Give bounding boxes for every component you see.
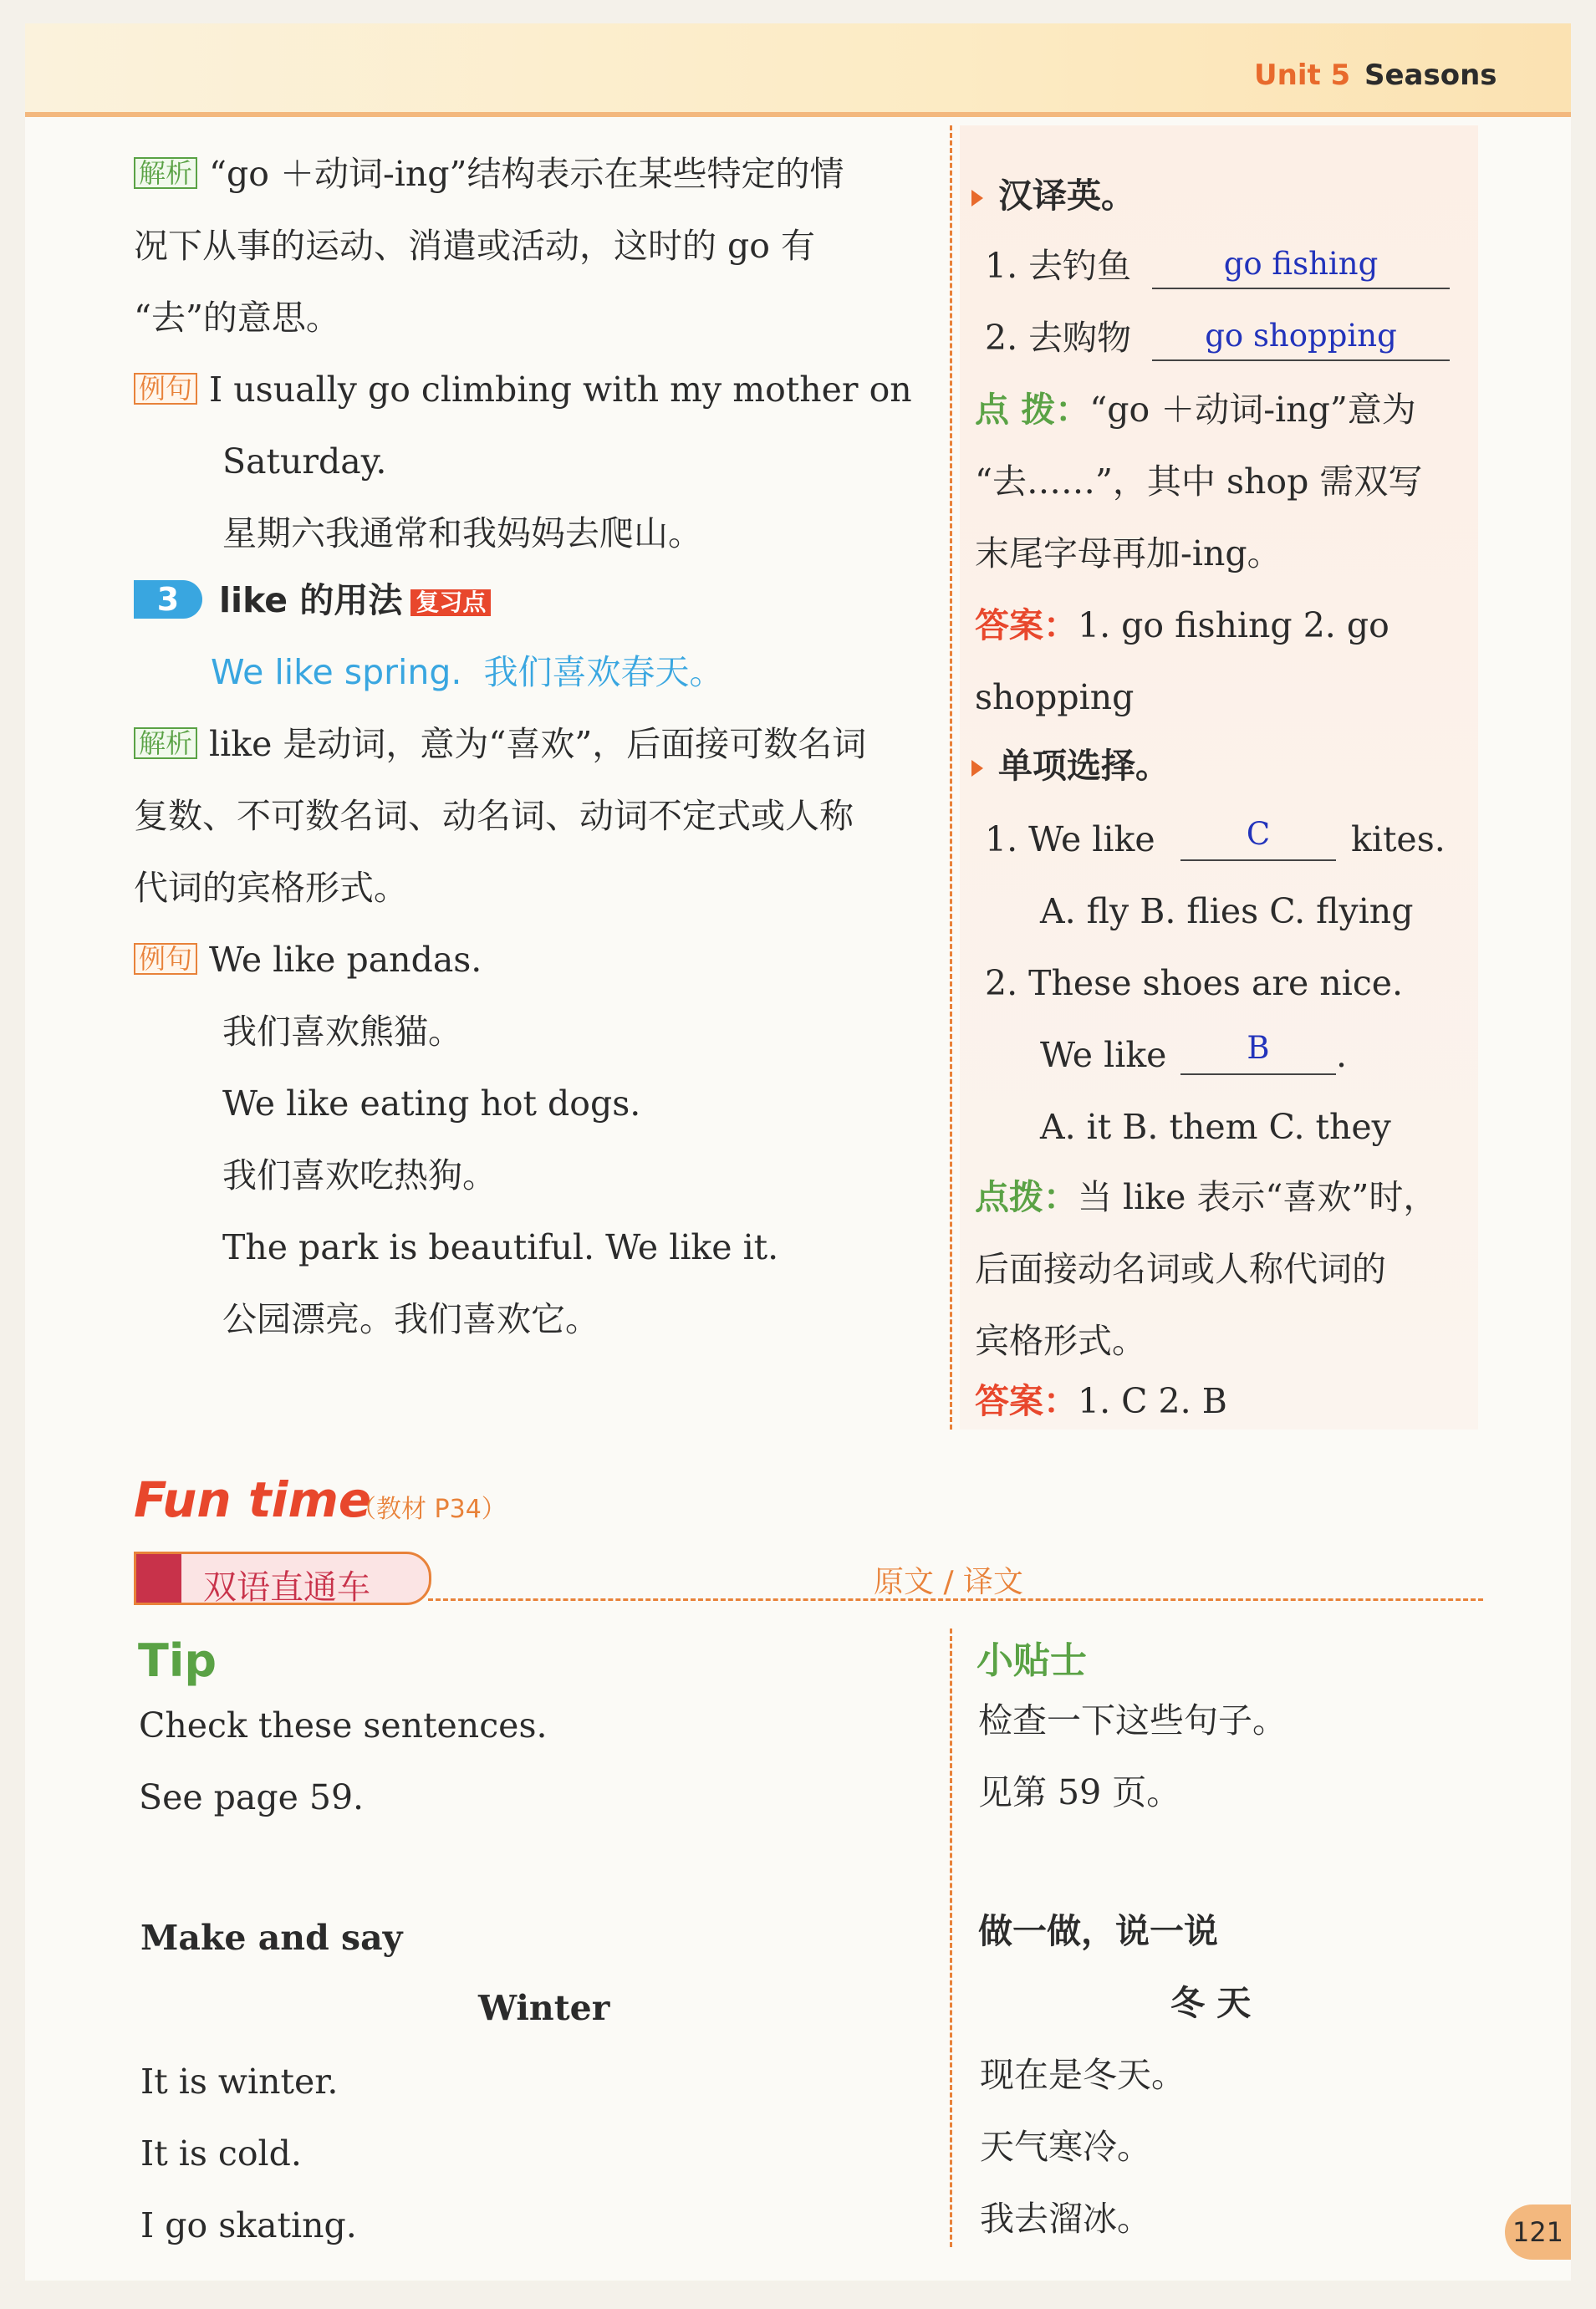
unit-label: Unit 5 (1254, 59, 1351, 92)
analysis-tag: 解析 (134, 727, 197, 759)
tip-line: Check these sentences. (139, 1705, 548, 1746)
winter-cn-line: 天气寒冷。 (980, 2127, 1151, 2167)
answer-1-line-2: shopping (975, 677, 1135, 717)
winter-line: It is winter. (140, 2062, 339, 2102)
analysis-2-line-3: 代词的宾格形式。 (134, 868, 408, 908)
example-tag: 例句 (134, 373, 197, 405)
example-2-line: We like eating hot dogs. (222, 1083, 641, 1124)
example-2-line: The park is beautiful. We like it. (222, 1227, 779, 1267)
original-translation-label: 原文 / 译文 (874, 1565, 1024, 1599)
triangle-bullet-icon (971, 760, 983, 777)
example-1-line-2: Saturday. (222, 441, 387, 482)
winter-title: Winter (478, 1988, 610, 2028)
textbook-page-ref: （教材 P34） (351, 1495, 507, 1524)
mc2-options: A. it B. them C. they (1040, 1107, 1391, 1147)
make-and-say-title: Make and say (140, 1918, 403, 1958)
tip-line: See page 59. (139, 1777, 365, 1817)
analysis-para-1: 解析 “go ＋动词-ing”结构表示在某些特定的情 (134, 157, 844, 191)
winter-line: It is cold. (140, 2133, 302, 2174)
mc2-answer-line (1180, 1073, 1336, 1075)
bilingual-bar-label: 双语直通车 (203, 1568, 370, 1607)
analysis-line-3: “去”的意思。 (134, 298, 340, 338)
analysis-2-line-2: 复数、不可数名词、动名词、动词不定式或人称 (134, 796, 854, 836)
winter-cn-title: 冬 天 (1170, 1983, 1252, 2023)
mc1-stem-b: kites. (1351, 819, 1446, 859)
make-and-say-cn-title: 做一做，说一说 (978, 1911, 1218, 1951)
tip-cn-line: 检查一下这些句子。 (978, 1700, 1287, 1741)
example-2-line: 我们喜欢吃热狗。 (222, 1155, 497, 1195)
mc2-answer: B (1247, 1030, 1270, 1066)
winter-cn-line: 现在是冬天。 (980, 2055, 1186, 2095)
hint-1: 点 拨：“go ＋动词-ing”意为 (975, 390, 1416, 430)
q1-answer: go fishing (1223, 246, 1379, 282)
hint-1-line-2: “去……”，其中 shop 需双写 (975, 461, 1423, 502)
triangle-bullet-icon (971, 190, 983, 206)
tip-title: Tip (138, 1634, 217, 1687)
section-number-badge: 3 (134, 580, 202, 619)
q2-label: 2. 去购物 (985, 318, 1132, 358)
tip-cn-line: 见第 59 页。 (978, 1772, 1181, 1812)
bilingual-bar (134, 1552, 431, 1605)
review-badge: 复习点 (410, 589, 491, 616)
hint-2: 点拨：当 like 表示“喜欢”时， (975, 1177, 1438, 1217)
analysis-line-2: 况下从事的运动、消遣或活动，这时的 go 有 (134, 226, 815, 266)
example-tag: 例句 (134, 943, 197, 975)
tip-cn-title: 小贴士 (976, 1639, 1087, 1682)
analysis-para-2: 解析 like 是动词，意为“喜欢”，后面接可数名词 (134, 727, 866, 762)
mc2-stem-1: 2. These shoes are nice. (985, 963, 1404, 1003)
example-2: 例句 We like pandas. (134, 943, 482, 977)
winter-cn-line: 我去溜冰。 (980, 2199, 1151, 2239)
mc2-stem-b: . (1336, 1035, 1348, 1075)
page-number: 121 (1505, 2205, 1571, 2260)
analysis-tag: 解析 (134, 157, 197, 189)
section-translate-title: 汉译英。 (971, 179, 1135, 213)
unit-title: Seasons (1364, 59, 1497, 92)
mc1-answer: C (1246, 816, 1271, 852)
column-divider (950, 125, 952, 1430)
hint-2-line-2: 后面接动名词或人称代词的 (975, 1249, 1386, 1289)
example-1-cn: 星期六我通常和我妈妈去爬山。 (222, 513, 702, 553)
answer-1: 答案：1. go fishing 2. go (975, 605, 1389, 645)
bilingual-divider (428, 1598, 1483, 1601)
mc1-options: A. fly B. flies C. flying (1040, 891, 1414, 931)
mc1-answer-line (1180, 859, 1336, 861)
q1-label: 1. 去钓鱼 (985, 246, 1132, 286)
mc2-stem-a: We like (1040, 1035, 1167, 1075)
hint-2-line-3: 宾格形式。 (975, 1321, 1146, 1361)
q2-answer: go shopping (1205, 318, 1397, 354)
q1-answer-line (1152, 288, 1450, 289)
section-choice-title: 单项选择。 (971, 749, 1170, 783)
hint-1-line-3: 末尾字母再加-ing。 (975, 533, 1282, 573)
column-divider-2 (950, 1629, 952, 2247)
example-2-line: 我们喜欢熊猫。 (222, 1012, 462, 1052)
answer-2: 答案：1. C 2. B (975, 1381, 1227, 1421)
winter-line: I go skating. (140, 2205, 357, 2245)
q2-answer-line (1152, 359, 1450, 361)
section-3-title: like 的用法 复习点 (219, 584, 491, 618)
example-2-line: 公园漂亮。我们喜欢它。 (222, 1299, 599, 1339)
example-1: 例句 I usually go climbing with my mother on (134, 373, 912, 407)
mc1-stem-a: 1. We like (985, 819, 1155, 859)
section-3-example: We like spring. 我们喜欢春天。 (211, 652, 724, 692)
train-icon (136, 1554, 181, 1603)
fun-time-title: Fun time (134, 1471, 372, 1528)
